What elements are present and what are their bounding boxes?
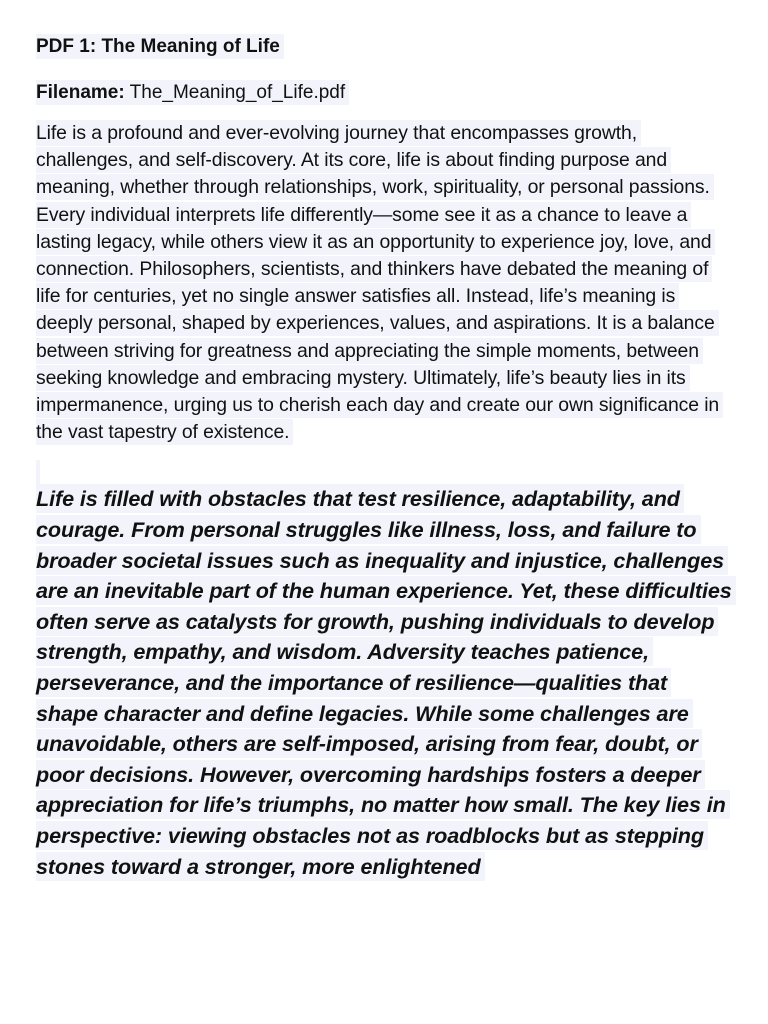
filename-line	[36, 80, 734, 106]
body-paragraph-2-text: Life is filled with obstacles that test resilience, adaptability, and courage. From personal struggles like illness, loss, and failure to broader societal issues such as inequality and injustice, challenges are an inevitable part of the human experience. Yet, these difficulties often serve as catalysts for growth, pushing individuals to develop strength, empathy, and wisdom. Adversity teaches patience, perseverance, and the importance of resilience—qualities that shape character and define legacies. While some challenges are unavoidable, others are self-imposed, arising from fear, doubt, or poor decisions. However, overcoming hardships fosters a deeper appreciation for life’s triumphs, no matter how small. The key lies in perspective: viewing obstacles not as roadblocks but as stepping stones toward a stronger, more enlightened	[36, 484, 736, 880]
document-title	[36, 34, 734, 60]
paragraph-spacer	[36, 460, 40, 484]
body-paragraph-1	[36, 120, 734, 446]
body-paragraph-1-text: Life is a profound and ever-evolving journey that encompasses growth, challenges, and self-discovery. At its core, life is about finding purpose and meaning, whether through relationships, work, spirituality, or personal passions. Every individual interprets life differently—some see it as a chance to leave a lasting legacy, while others view it as an opportunity to experience joy, love, and connection. Philosophers, scientists, and thinkers have debated the meaning of life for centuries, yet no single answer satisfies all. Instead, life’s meaning is deeply personal, shaped by experiences, values, and aspirations. It is a balance between striving for greatness and appreciating the simple moments, between seeking knowledge and embracing mystery. Ultimately, life’s beauty lies in its impermanence, urging us to cherish each day and create our own significance in the vast tapestry of existence.	[36, 120, 723, 445]
document-title-text: PDF 1: The Meaning of Life	[36, 34, 284, 59]
filename-value: The_Meaning_of_Life.pdf	[129, 82, 346, 103]
filename-highlight	[36, 80, 349, 105]
body-paragraph-2	[36, 484, 734, 882]
filename-label: Filename:	[36, 82, 125, 103]
